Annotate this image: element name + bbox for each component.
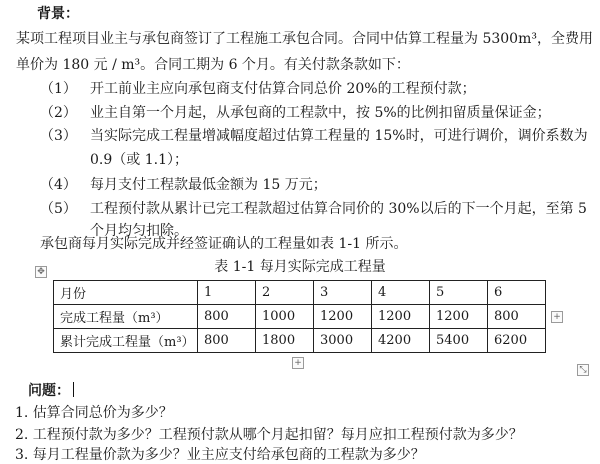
clause-number: （4） xyxy=(40,177,77,193)
table-cell: 1200 xyxy=(372,305,430,329)
table-cell: 1000 xyxy=(256,305,314,329)
clause-text: 业主自第一个月起，从承包商的工程款中，按 5%的比例扣留质量保证金； xyxy=(90,105,551,121)
table-cell: 800 xyxy=(488,305,546,329)
clause-text: 开工前业主应向承包商支付估算合同总价 20%的工程预付款； xyxy=(90,81,476,97)
question-item: 3. 每月工程量价款为多少？业主应支付给承包商的工程款为多少？ xyxy=(15,447,425,463)
table-cell: 5400 xyxy=(430,329,488,353)
intro-line-1: 某项工程项目业主与承包商签订了工程施工承包合同。合同中估算工程量为 5300m³，全费用 xyxy=(16,31,593,47)
table-cell: 6200 xyxy=(488,329,546,353)
questions-heading xyxy=(28,382,74,400)
table-cell: 800 xyxy=(198,329,256,353)
add-row-icon[interactable]: + xyxy=(292,357,304,369)
table-cell: 5 xyxy=(430,281,488,305)
table-cell: 4 xyxy=(372,281,430,305)
table-cell: 1200 xyxy=(430,305,488,329)
table-cell: 月份 xyxy=(54,281,198,305)
table-row xyxy=(54,329,546,353)
table-cell: 4200 xyxy=(372,329,430,353)
closing-sentence: 承包商每月实际完成并经签证确认的工程量如表 1-1 所示。 xyxy=(40,236,408,252)
table-cell: 1200 xyxy=(314,305,372,329)
text-cursor xyxy=(73,382,74,397)
clause-text: 当实际完成工程量增减幅度超过估算工程量的 15%时，可进行调价，调价系数为 xyxy=(90,128,588,144)
question-item: 1. 估算合同总价为多少？ xyxy=(15,405,173,421)
table-cell: 累计完成工程量（m³） xyxy=(54,329,198,353)
work-quantity-table xyxy=(53,280,546,353)
table-cell: 3 xyxy=(314,281,372,305)
add-column-icon[interactable]: + xyxy=(551,311,563,323)
table-cell: 1800 xyxy=(256,329,314,353)
table-row xyxy=(54,281,546,305)
clause-text-continued: 个月均匀扣除。 xyxy=(90,223,188,239)
table-cell: 2 xyxy=(256,281,314,305)
clause-text-continued: 0.9（或 1.1）； xyxy=(90,152,188,168)
table-cell: 3000 xyxy=(314,329,372,353)
table-cell: 1 xyxy=(198,281,256,305)
table-row xyxy=(54,305,546,329)
resize-handle-icon[interactable]: ⤡ xyxy=(577,364,589,376)
move-handle-icon[interactable]: ✥ xyxy=(35,266,47,278)
clause-number: （1） xyxy=(40,81,77,97)
question-item: 2. 工程预付款为多少？工程预付款从哪个月起扣留？每月应扣工程预付款为多少？ xyxy=(15,427,523,443)
clause-number: （5） xyxy=(40,201,77,217)
table-cell: 800 xyxy=(198,305,256,329)
clause-number: （3） xyxy=(40,128,77,144)
table-caption: 表 1-1 每月实际完成工程量 xyxy=(214,259,386,275)
table-cell: 完成工程量（m³） xyxy=(54,305,198,329)
table-cell: 6 xyxy=(488,281,546,305)
questions-heading-text: 问题： xyxy=(28,383,70,399)
clause-number: （2） xyxy=(40,105,77,121)
background-heading: 背景： xyxy=(37,6,79,22)
clause-text: 工程预付款从累计已完工程款超过估算合同价的 30%以后的下一个月起，至第 5 xyxy=(90,201,587,217)
clause-text: 每月支付工程款最低金额为 15 万元； xyxy=(90,177,327,193)
intro-line-2: 单价为 180 元 / m³。合同工期为 6 个月。有关付款条款如下： xyxy=(16,57,410,73)
